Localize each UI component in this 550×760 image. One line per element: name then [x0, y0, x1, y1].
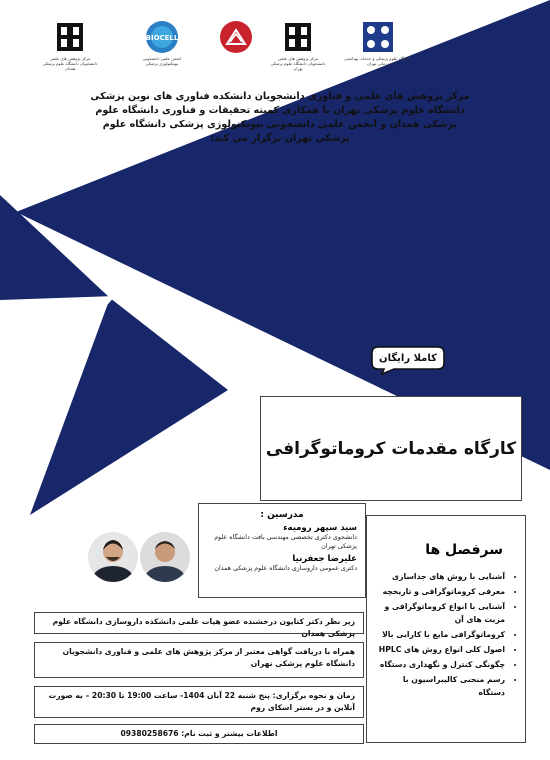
logo-5: [342, 20, 414, 80]
logo-3: [206, 20, 266, 80]
logo-caption: مرکز پژوهش های علمی دانشجویان دانشگاه علوم پزشکی همدان: [42, 56, 98, 71]
list-item: • اصول کلی انواع روش های HPLC: [375, 643, 505, 656]
teachers-box: [198, 503, 366, 598]
university-logo-icon: [281, 20, 315, 54]
syllabus-list: [375, 570, 517, 699]
university-logo-icon: [53, 20, 87, 54]
teacher-1-desc: دانشجوی دکتری تخصصی مهندسی بافت دانشگاه علوم پزشکی تهران: [214, 534, 357, 550]
logo-4: [268, 20, 328, 80]
university-logo-icon: [361, 20, 395, 54]
registration-box: [34, 724, 364, 744]
supervision-text: زیر نظر دکتر کتایون درخشنده عضو هیات علمی دانشکده داروسازی دانشگاه علوم پزشکی همدان: [52, 617, 355, 638]
schedule-box: [34, 686, 364, 718]
free-badge: [370, 345, 446, 375]
syllabus-box: [366, 515, 526, 743]
biocell-logo-icon: [145, 20, 179, 54]
title-box: [260, 396, 522, 501]
list-item: • معرفی کروماتوگرافی و تاریخچه: [375, 585, 505, 598]
book-logo-icon: [219, 20, 253, 54]
supervision-box: [34, 612, 364, 638]
list-item: • آشنایی با انواع کروماتوگرافی و مزیت های آن: [375, 600, 505, 626]
teacher-1-name: سید سپهر رومیه‌ء: [283, 523, 357, 533]
biocell-text: BIOCELL: [145, 34, 179, 42]
list-item: • رسم منحنی کالیبراسیون با دستگاه: [375, 673, 505, 699]
syllabus-heading: سرفصل ها: [425, 542, 503, 558]
teacher-1-photo: [140, 532, 190, 582]
certificate-box: [34, 642, 364, 678]
teacher-2-desc: دکتری عمومی داروسازی دانشگاه علوم پزشکی همدان: [214, 565, 357, 572]
logo-row: [40, 20, 510, 80]
workshop-title: کارگاه مقدمات کروماتوگرافی: [265, 438, 517, 459]
list-item: • آشنایی با روش های جداسازی: [375, 570, 505, 583]
teacher-2-photo: [88, 532, 138, 582]
logo-2: [132, 20, 192, 80]
teachers-heading: مدرسین :: [260, 510, 304, 520]
logo-caption: دانشگاه علوم پزشکی و خدمات بهداشتی درمانی تهران: [344, 56, 412, 66]
schedule-text: زمان و نحوه برگزاری: پنج شنبه 22 آبان 1404- ساعت 19:00 تا 20:30 – به صورت آنلاین و در بستر اسکای روم: [48, 691, 355, 712]
list-item: • کروماتوگرافی مایع با کارایی بالا: [375, 628, 505, 641]
list-item: • چگونگی کنترل و نگهداری دستگاه: [375, 658, 505, 671]
free-badge-label: کاملا رایگان: [379, 353, 437, 364]
logo-caption: مرکز پژوهش های علمی دانشجویان دانشگاه علوم پزشکی تهران: [270, 56, 326, 71]
logo-1: [40, 20, 100, 80]
teacher-2-name: علیرضا جعفرنیا: [292, 554, 357, 564]
certificate-text: همراه با دریافت گواهی معتبر از مرکز پژوهش های علمی و فناوری دانشجویان دانشگاه علوم پزشکی تهران: [62, 647, 355, 668]
logo-caption: انجمن علمی دانشجویی بیوتکنولوژی پزشکی: [142, 56, 182, 66]
registration-text: اطلاعات بیشتر و ثبت نام: 09380258676: [120, 729, 278, 738]
intro-text: مرکز پژوهش های علمی و فناوری دانشجویان دانشکده فناوری های نوین پزشکی دانشگاه علوم پزشکی تهران با همکاری کمیته تحقیقات و فناوری دانشگاه علوم پزشکی همدان و انجمن علمی دانشجویی بیوتکنولوژی پزشکی دانشگاه علوم پزشکی تهران برگزار می کند:: [90, 91, 470, 144]
